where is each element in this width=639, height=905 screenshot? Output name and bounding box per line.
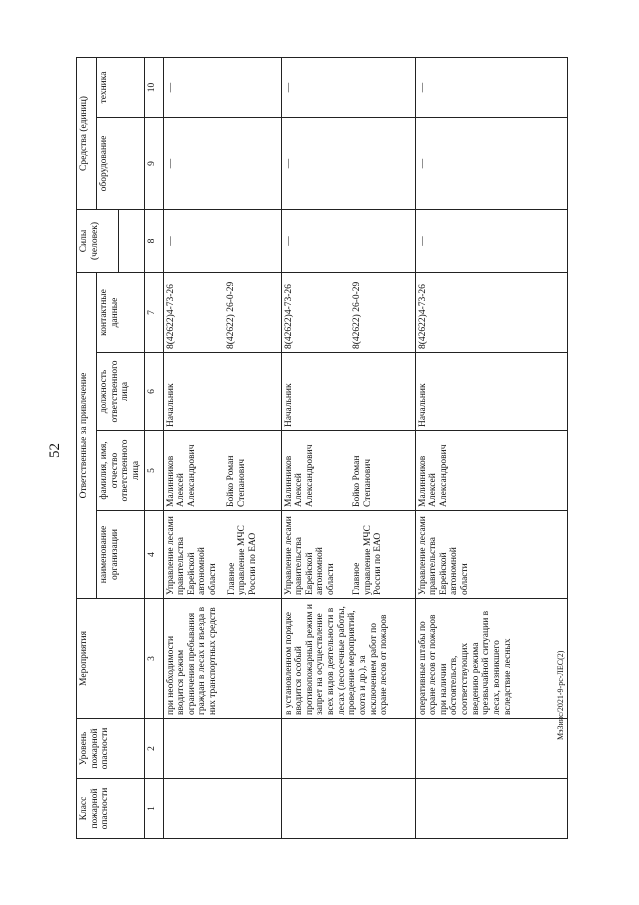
vehicles-cell: —	[163, 57, 281, 117]
fio: Бойко Роман Степанович	[352, 455, 373, 507]
contact: 8(42622)4-73-26	[165, 284, 176, 349]
header-vehicles: техника	[97, 57, 145, 117]
col-num: 5	[144, 431, 163, 511]
equipment-cell: —	[281, 118, 415, 210]
header-position: должность ответственного лица	[97, 353, 145, 431]
header-contacts: контактные данные	[97, 273, 145, 353]
equipment-cell: —	[415, 118, 567, 210]
contact-cell: 8(42622)4-73-26	[415, 273, 567, 353]
org-cell: Управление лесами правительства Еврейской автономной области	[415, 511, 567, 599]
position-cell: Начальник	[281, 353, 415, 431]
position-cell: Начальник	[415, 353, 567, 431]
org-name: Управление лесами правительства Еврейской автономной области	[165, 516, 218, 595]
page-number: 52	[47, 443, 63, 458]
header-fio: фамилия, имя, отчество ответственного лица	[97, 431, 145, 511]
col-num: 7	[144, 273, 163, 353]
org-name: Главное управление МЧС России по ЕАО	[226, 525, 258, 595]
table-row	[415, 57, 567, 838]
forces-cell: —	[281, 210, 415, 273]
header-means: Средства (единиц)	[77, 57, 97, 209]
contact: 8(42622) 26-0-29	[352, 281, 362, 349]
col-num: 10	[144, 57, 163, 117]
vehicles-cell: —	[281, 57, 415, 117]
col-num: 9	[144, 118, 163, 210]
fio: Малинников Алексей Александрович	[283, 444, 315, 507]
table-row	[281, 57, 415, 838]
org-cell	[163, 511, 281, 599]
header-org-name: наименование организации	[97, 511, 145, 599]
fio-cell	[281, 431, 415, 511]
level-cell	[281, 719, 415, 779]
col-num: 3	[144, 599, 163, 719]
contact: 8(42622) 26-0-29	[226, 281, 236, 349]
header-class: Класс пожарной опасности	[77, 779, 145, 839]
fio: Бойко Роман Степанович	[226, 455, 247, 507]
contact-cell	[281, 273, 415, 353]
col-num: 8	[144, 210, 163, 273]
fio-cell	[163, 431, 281, 511]
col-num: 2	[144, 719, 163, 779]
fio: Малинников Алексей Александрович	[165, 444, 197, 507]
equipment-cell: —	[163, 118, 281, 210]
class-cell	[281, 779, 415, 839]
fio-cell: Малинников Алексей Александрович	[415, 431, 567, 511]
org-name: Главное управление МЧС России по ЕАО	[352, 525, 384, 595]
vehicles-cell: —	[415, 57, 567, 117]
header-forces: Силы (человек)	[77, 210, 119, 273]
measure-cell: при необходимости вводится режим ограничения пребывания граждан в лесах и въезда в них транспортных средств	[163, 599, 281, 719]
level-cell	[163, 719, 281, 779]
col-num: 6	[144, 353, 163, 431]
position-cell: Начальник	[163, 353, 281, 431]
header-forces-cont	[118, 210, 144, 273]
col-num: 1	[144, 779, 163, 839]
level-cell	[415, 719, 567, 779]
col-num: 4	[144, 511, 163, 599]
header-responsible: Ответственные за привлечение	[77, 273, 97, 599]
table-row	[163, 57, 281, 838]
class-cell	[415, 779, 567, 839]
header-equipment: оборудование	[97, 118, 145, 210]
measure-cell: оперативные штабы по охране лесов от пожаров при наличии обстоятельств, соответствующих введению режима чрезвычайной ситуации в лесах, возникшего вследствие лесных	[415, 599, 567, 719]
header-measures: Мероприятия	[77, 599, 145, 719]
forces-cell: —	[415, 210, 567, 273]
column-number-row	[144, 57, 163, 838]
rotated-table-wrapper	[76, 58, 558, 839]
footer-code: МэЗинс/2021-9-рс-ЛЕС(2)	[556, 650, 565, 740]
org-cell	[281, 511, 415, 599]
class-cell	[163, 779, 281, 839]
header-level: Уровень пожарной опасности	[77, 719, 145, 779]
org-name: Управление лесами правительства Еврейской автономной области	[283, 516, 336, 595]
contact: 8(42622)4-73-26	[283, 284, 294, 349]
contact-cell	[163, 273, 281, 353]
fire-measures-table	[76, 57, 568, 839]
measure-cell: в установленном порядке вводится особый противопожарный режим и запрет на осуществление всех видов деятельности в лесах (лесосечные работы, проведение мероприятий, охота и др.), за исключением работ по охране лесов от пожаров	[281, 599, 415, 719]
forces-cell: —	[163, 210, 281, 273]
